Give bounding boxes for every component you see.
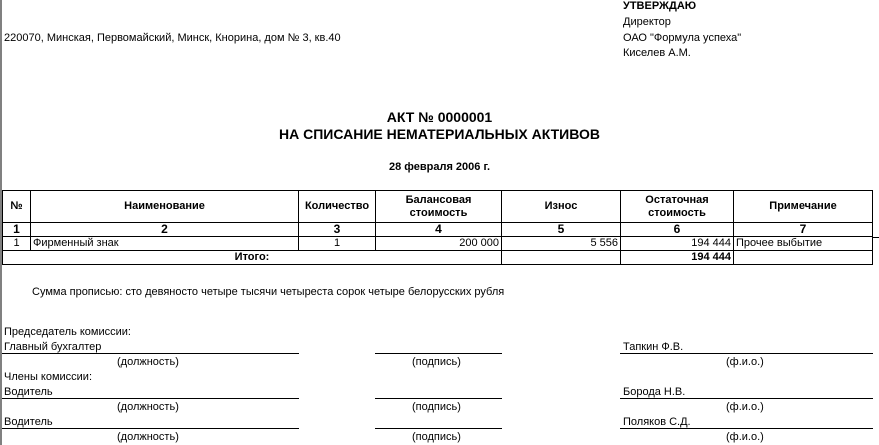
table-row [3,237,873,251]
signature-line-2 [375,398,502,399]
position-caption-2: (должность) [117,401,179,413]
colnum-3: 3 [299,223,376,237]
cell-residual-value: 194 444 [621,237,734,251]
assets-table [2,190,873,265]
position-line-2 [2,398,299,399]
document-date: 28 февраля 2006 г. [388,161,490,173]
position-caption-3: (должность) [117,431,179,443]
signature-line-1 [375,353,502,354]
position-line-1 [2,353,299,354]
gridline-stub [872,237,879,238]
header-qty: Количество [299,191,376,223]
position-caption-1: (должность) [117,356,179,368]
approval-heading: УТВЕРЖДАЮ [623,0,697,12]
approval-name: Киселев А.М. [623,47,691,59]
approval-position: Директор [623,16,671,28]
header-no: № [3,191,31,223]
name-caption-3: (ф.и.о.) [726,431,764,443]
signature-caption-1: (подпись) [412,356,461,368]
total-depreciation-empty [502,251,621,265]
amount-in-words: Сумма прописью: сто девяносто четыре тысячи четыреста сорок четыре белорусских рубля [32,286,505,298]
table-header-row [3,191,873,223]
name-caption-1: (ф.и.о.) [726,356,764,368]
header-note: Примечание [734,191,873,223]
colnum-2: 2 [31,223,299,237]
position-line-3 [2,428,299,429]
signature-name-2: Борода Н.В. [623,386,686,398]
total-note-empty [734,251,873,265]
signature-position-1: Главный бухгалтер [4,341,102,353]
total-row [3,251,873,265]
cell-balance-value: 200 000 [376,237,502,251]
organization-address: 220070, Минская, Первомайский, Минск, Кнорина, дом № 3, кв.40 [4,32,341,44]
name-line-1 [620,353,873,354]
header-name: Наименование [31,191,299,223]
total-label: Итого: [3,251,502,265]
document-title-number: АКТ № 0000001 [386,109,493,125]
cell-note: Прочее выбытие [734,237,873,251]
cell-name: Фирменный знак [31,237,299,251]
colnum-1: 1 [3,223,31,237]
colnum-6: 6 [621,223,734,237]
colnum-5: 5 [502,223,621,237]
members-label: Члены комиссии: [4,371,93,383]
cell-no: 1 [3,237,31,251]
total-residual-value: 194 444 [621,251,734,265]
cell-qty: 1 [299,237,376,251]
name-caption-2: (ф.и.о.) [726,401,764,413]
colnum-7: 7 [734,223,873,237]
document-title: НА СПИСАНИЕ НЕМАТЕРИАЛЬНЫХ АКТИВОВ [278,126,601,142]
header-depreciation: Износ [502,191,621,223]
header-balance-value: Балансовая стоимость [376,191,502,223]
approval-company: ОАО "Формула успеха" [623,32,742,44]
name-line-3 [620,428,873,429]
signature-line-3 [375,428,502,429]
signature-name-1: Тапкин Ф.В. [623,341,684,353]
signature-position-3: Водитель [4,416,53,428]
chairman-label: Председатель комиссии: [4,326,131,338]
colnum-4: 4 [376,223,502,237]
signature-name-3: Поляков С.Д. [623,416,691,428]
signature-caption-2: (подпись) [412,401,461,413]
signature-position-2: Водитель [4,386,53,398]
cell-depreciation: 5 556 [502,237,621,251]
column-numbers-row [3,223,873,237]
name-line-2 [620,398,873,399]
signature-caption-3: (подпись) [412,431,461,443]
header-residual-value: Остаточная стоимость [621,191,734,223]
